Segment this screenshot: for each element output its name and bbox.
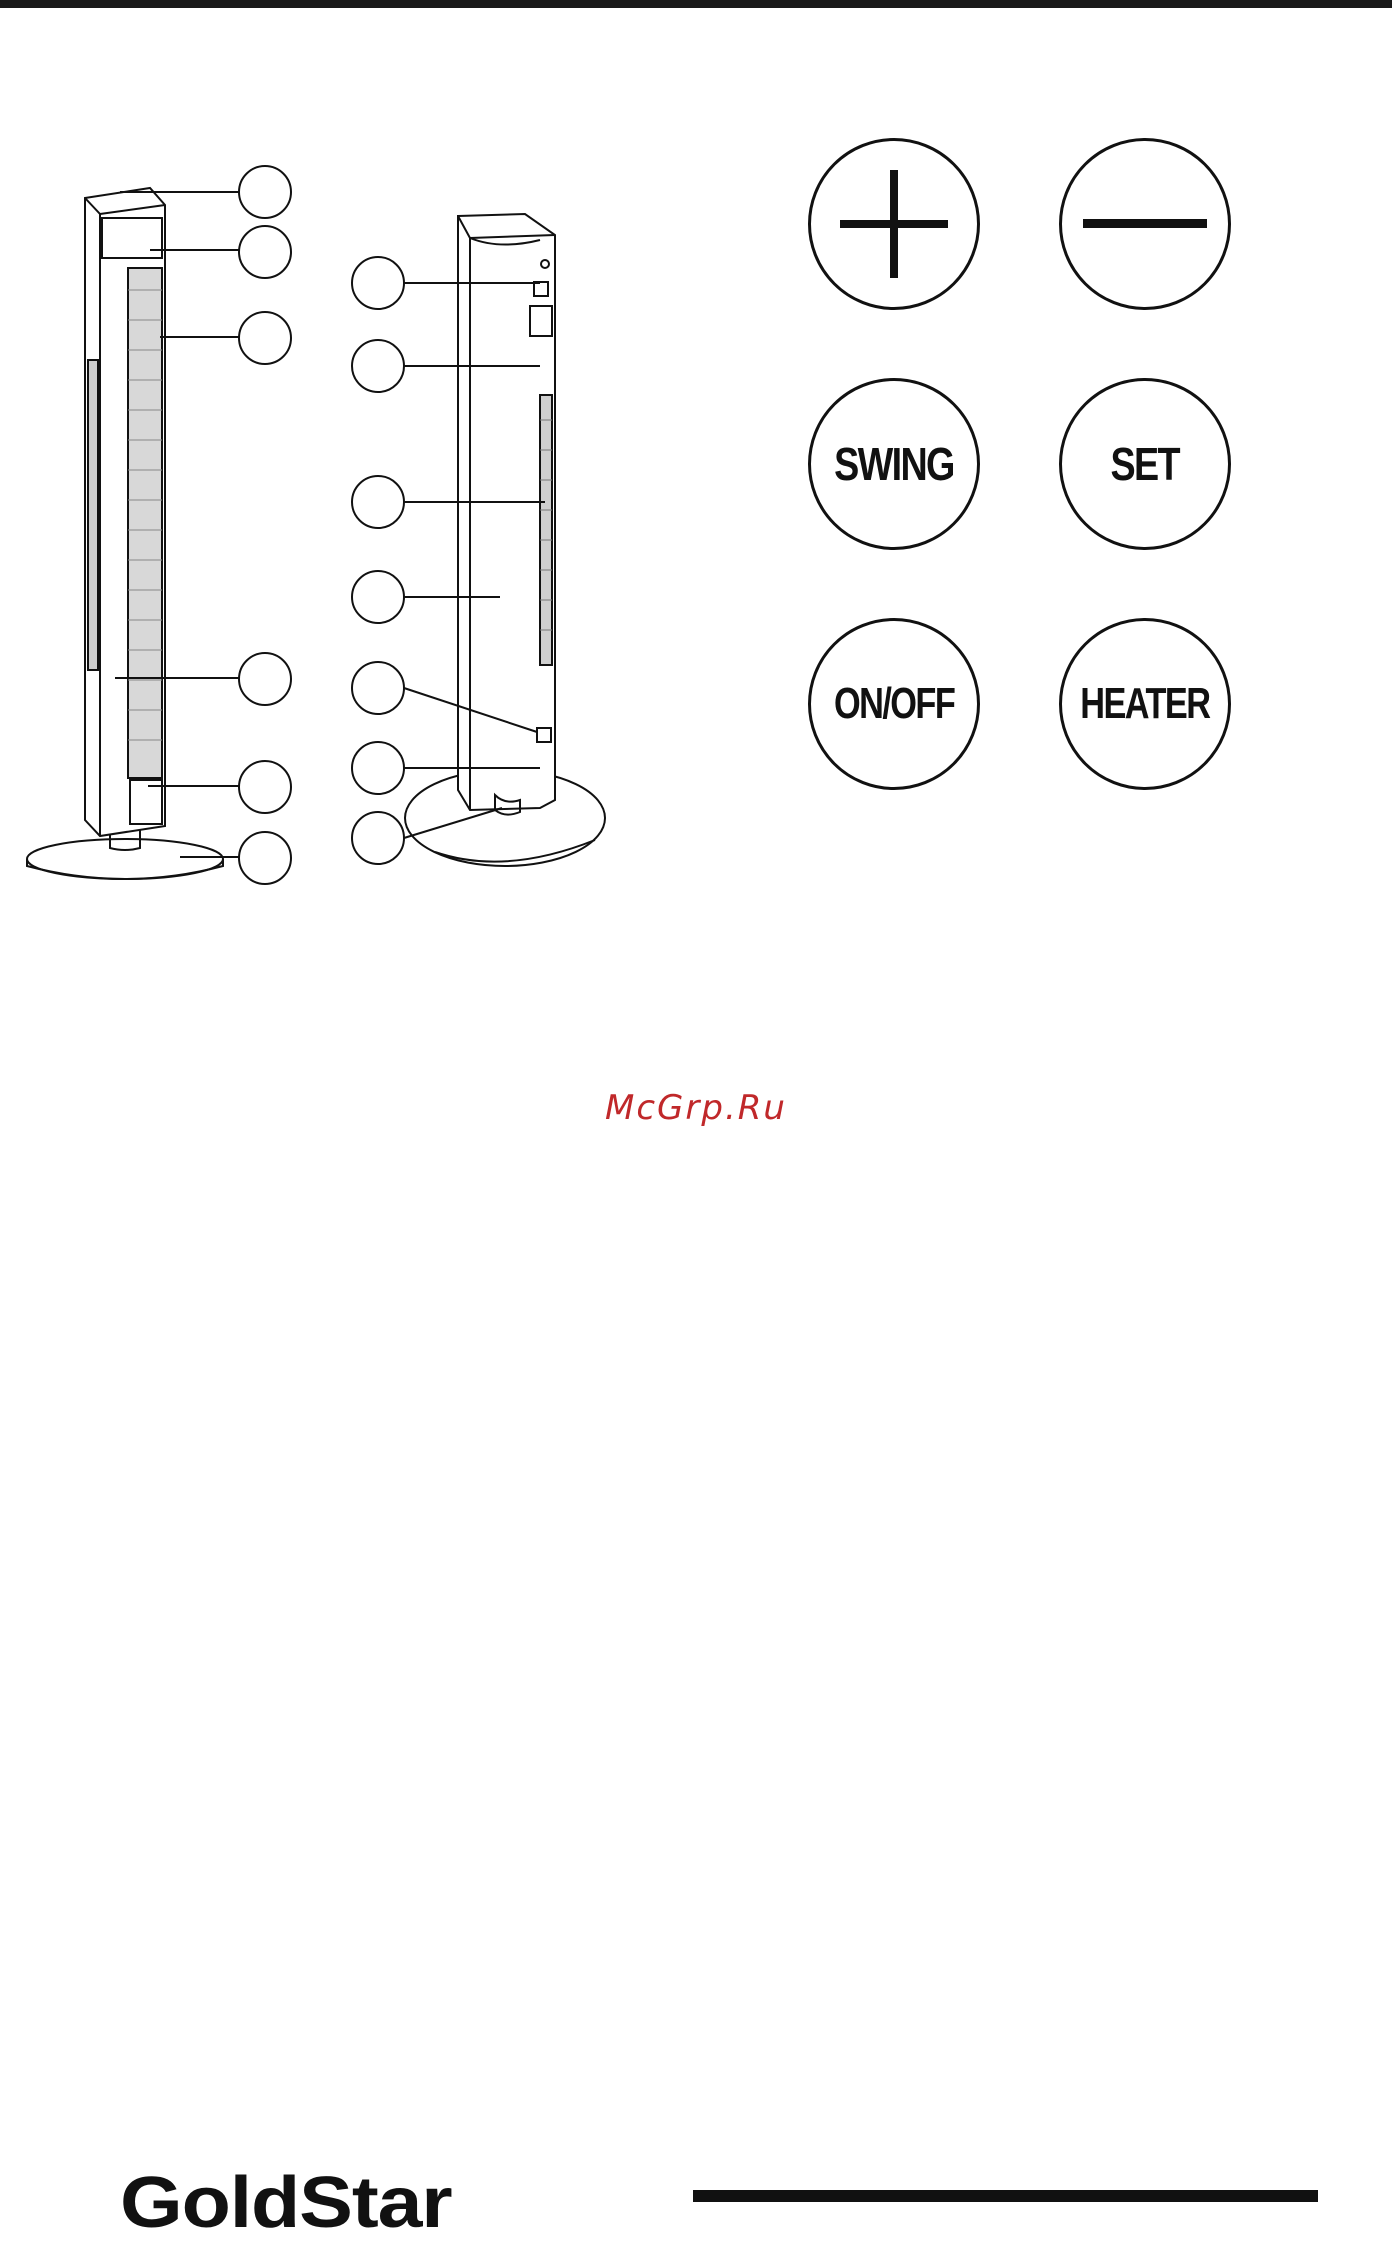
- plus-button[interactable]: [808, 138, 980, 310]
- swing-label: SWING: [834, 438, 954, 490]
- bottom-rule: [693, 2190, 1318, 2202]
- minus-button[interactable]: [1059, 138, 1231, 310]
- set-button[interactable]: [1059, 378, 1231, 550]
- set-label: SET: [1110, 438, 1180, 490]
- brand-logo: GoldStar: [120, 2163, 452, 2243]
- onoff-button[interactable]: [808, 618, 980, 790]
- front-view: [27, 188, 223, 879]
- watermark: McGrp.Ru: [605, 1088, 787, 1128]
- onoff-label: ON/OFF: [833, 679, 955, 728]
- swing-button[interactable]: [808, 378, 980, 550]
- heater-label: HEATER: [1080, 679, 1210, 728]
- heater-button[interactable]: [1059, 618, 1231, 790]
